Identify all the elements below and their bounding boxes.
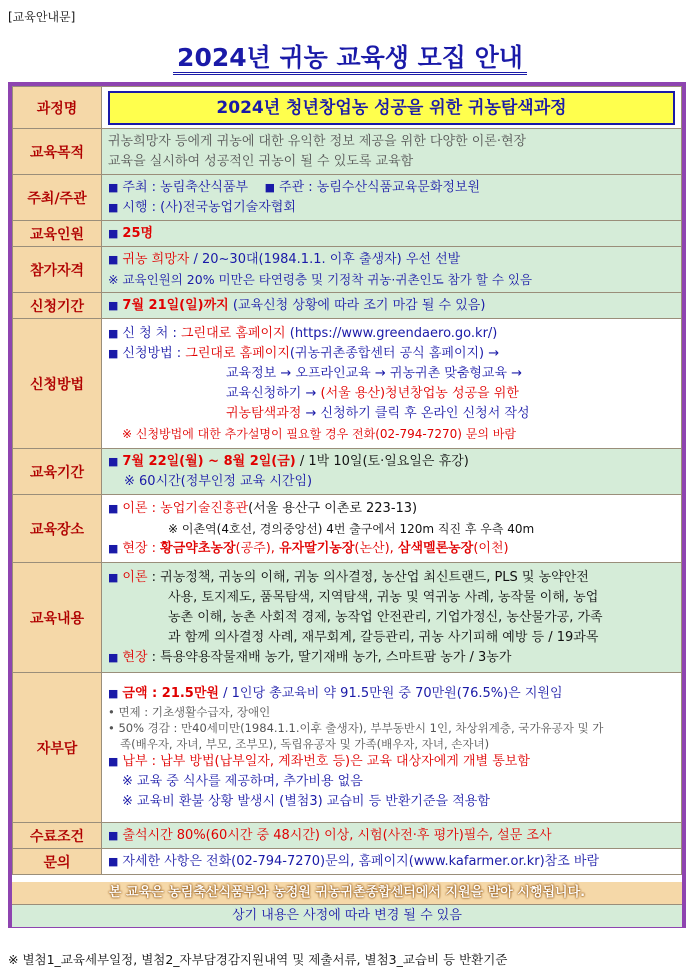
- apply-how-course: (서울 용산)청년창업농 성공을 위한: [320, 385, 519, 401]
- content-theory-line3: 농촌 이해, 농촌 사회적 경제, 농작업 안전관리, 기업가정신, 농산물가공, 가족: [168, 609, 603, 625]
- bullet-icon: ■: [108, 226, 119, 240]
- fee-discount-line2: 족(배우자, 자녀, 부모, 조부모), 독립유공자 및 가족(배우자, 자녀, 손자녀): [120, 736, 490, 751]
- place-field-farm1: 황금약초농장: [160, 540, 236, 556]
- content-theory-label: 이론: [122, 569, 148, 585]
- place-field-farm2: 유자딸기농장: [279, 540, 355, 556]
- content-theory-line1: : 귀농정책, 귀농의 이해, 귀농 의사결정, 농산업 최신트랜드, PLS 및 농약안전: [147, 569, 589, 585]
- bullet-icon: ■: [108, 180, 119, 194]
- bullet-icon: ■: [108, 541, 119, 555]
- capacity-label: 교육인원: [13, 221, 102, 247]
- eligibility-cell: [102, 247, 682, 293]
- capacity-value: 25명: [122, 225, 154, 241]
- completion-value: 출석시간 80%(60시간 중 48시간) 이상, 시험(사전·후 평가)필수, 설문 조사: [122, 827, 552, 843]
- apply-period-label: 신청기간: [13, 293, 102, 319]
- row-place: [13, 495, 682, 563]
- fee-cell: [102, 673, 682, 823]
- bullet-icon: ■: [108, 754, 119, 768]
- bullet-icon: ■: [108, 570, 119, 584]
- apply-how-step4: → 신청하기 클릭 후 온라인 신청서 작성: [301, 405, 530, 421]
- capacity-cell: [102, 221, 682, 247]
- place-field-loc1: (공주),: [235, 540, 280, 556]
- change-note: 상기 내용은 사정에 따라 변경 될 수 있음: [12, 904, 682, 927]
- place-theory-address: (서울 용산구 이촌로 223-13): [248, 500, 418, 516]
- fee-amount: 금액 : 21.5만원: [122, 685, 219, 701]
- row-course: [13, 87, 682, 129]
- bullet-icon: ■: [108, 252, 119, 266]
- row-eligibility: [13, 247, 682, 293]
- bullet-icon: ■: [108, 326, 119, 340]
- bullet-icon: ■: [108, 346, 119, 360]
- row-content: [13, 563, 682, 673]
- row-inquiry: [13, 849, 682, 875]
- apply-deadline: 7월 21일(일)까지: [122, 297, 229, 313]
- apply-how-label: 신청방법 :: [122, 345, 186, 361]
- support-note: 본 교육은 농림축산식품부와 농정원 귀농귀촌종합센터에서 지원을 받아 시행됩니다.: [12, 882, 682, 904]
- course-label: 과정명: [13, 87, 102, 129]
- apply-where-url[interactable]: (https://www.greendaero.go.kr/): [285, 325, 498, 341]
- purpose-line1: 귀농희망자 등에게 귀농에 대한 유익한 정보 제공을 위한 다양한 이론·현장: [108, 133, 527, 149]
- eligibility-label: 참가자격: [13, 247, 102, 293]
- bullet-icon: ■: [108, 828, 119, 842]
- place-theory-venue: 농업기술진흥관: [160, 500, 249, 516]
- inquiry-value: 자세한 사항은 전화(02-794-7270)문의, 홈페이지(www.kafarmer.or.kr)참조 바람: [122, 853, 600, 869]
- fee-meal-note: ※ 교육 중 식사를 제공하며, 추가비용 없음: [122, 773, 363, 789]
- bullet-icon: ■: [264, 180, 276, 194]
- content-theory-line4: 과 함께 의사결정 사례, 재무회계, 갈등관리, 귀농 사기피해 예방 등 / 19과목: [168, 629, 599, 645]
- eligibility-note: ※ 교육인원의 20% 미만은 타연령층 및 기정착 귀농·귀촌인도 참가 할 수 있음: [108, 271, 533, 287]
- info-table: [12, 86, 682, 875]
- bullet-icon: ■: [108, 454, 119, 468]
- bullet-icon: ■: [108, 200, 119, 214]
- bullet-icon: ■: [108, 501, 119, 515]
- host-organizer: 주관 : 농림수산식품교육문화정보원: [279, 179, 481, 195]
- content-theory-line2: 사용, 토지제도, 품목탐색, 지역탐색, 귀농 및 역귀농 사례, 농작물 이해, 농업: [168, 589, 599, 605]
- fee-refund-note: ※ 교육비 환불 상황 발생시 (별첨3) 교습비 등 반환기준을 적용함: [122, 793, 490, 809]
- completion-label: 수료조건: [13, 823, 102, 849]
- apply-deadline-note: (교육신청 상황에 따라 조기 마감 될 수 있음): [228, 297, 486, 313]
- info-table-frame: [8, 82, 686, 928]
- inquiry-cell: [102, 849, 682, 875]
- eligibility-target: 귀농 희망자: [122, 251, 190, 267]
- page-title-text: 2024년 귀농 교육생 모집 안내: [173, 43, 527, 75]
- course-value: 2024년 청년창업농 성공을 위한 귀농탐색과정: [108, 91, 675, 125]
- purpose-cell: [102, 129, 682, 175]
- fee-payment: 납부 : 납부 방법(납부일자, 계좌번호 등)은 교육 대상자에게 개별 통보함: [122, 753, 530, 769]
- bullet-icon: ■: [108, 686, 119, 700]
- row-purpose: [13, 129, 682, 175]
- row-completion: [13, 823, 682, 849]
- place-theory-label: 이론 :: [122, 500, 161, 516]
- apply-method-note: ※ 신청방법에 대한 추가설명이 필요할 경우 전화(02-794-7270) 문의 바람: [122, 426, 516, 441]
- purpose-label: 교육목적: [13, 129, 102, 175]
- row-capacity: [13, 221, 682, 247]
- apply-method-label: 신청방법: [13, 319, 102, 449]
- fee-label: 자부담: [13, 673, 102, 823]
- fee-discount-line1: • 50% 경감 : 만40세미만(1984.1.1.이후 출생자), 부부동반시 1인, 차상위계층, 국가유공자 및 가: [108, 720, 604, 735]
- course-cell: [102, 87, 682, 129]
- apply-method-cell: [102, 319, 682, 449]
- apply-where-site: 그린대로 홈페이지: [181, 325, 286, 341]
- inquiry-label: 문의: [13, 849, 102, 875]
- host-cell: [102, 175, 682, 221]
- row-fee: [13, 673, 682, 823]
- content-cell: [102, 563, 682, 673]
- period-dates: 7월 22일(월) ~ 8월 2일(금): [122, 453, 296, 469]
- row-apply-period: [13, 293, 682, 319]
- content-field-text: : 특용약용작물재배 농가, 딸기재배 농가, 스마트팜 농가 / 3농가: [147, 649, 512, 665]
- host-exec: 시행 : (사)전국농업기술자협회: [122, 199, 296, 215]
- apply-how-center: (귀농귀촌종합센터 공식 홈페이지) →: [289, 345, 500, 361]
- apply-how-step2: 교육정보 → 오프라인교육 → 귀농귀촌 맞춤형교육 →: [226, 365, 523, 381]
- row-host: [13, 175, 682, 221]
- bullet-icon: ■: [108, 298, 119, 312]
- fee-exemption: • 면제 : 기초생활수급자, 장애인: [108, 704, 271, 719]
- apply-period-cell: [102, 293, 682, 319]
- place-field-loc2: (논산),: [354, 540, 398, 556]
- apply-how-step3: 교육신청하기 →: [226, 385, 321, 401]
- eligibility-age: / 20~30대(1984.1.1. 이후 출생자) 우선 선발: [189, 251, 461, 267]
- host-label: 주최/주관: [13, 175, 102, 221]
- apply-where-label: 신 청 처 :: [122, 325, 181, 341]
- bullet-icon: ■: [108, 650, 119, 664]
- row-apply-method: [13, 319, 682, 449]
- place-label: 교육장소: [13, 495, 102, 563]
- purpose-line2: 교육을 실시하여 성공적인 귀농이 될 수 있도록 교육함: [108, 153, 414, 169]
- fee-amount-note: / 1인당 총교육비 약 91.5만원 중 70만원(76.5%)은 지원임: [218, 685, 563, 701]
- content-field-label: 현장: [122, 649, 148, 665]
- place-field-loc3: (이천): [473, 540, 509, 556]
- place-cell: [102, 495, 682, 563]
- row-period: [13, 449, 682, 495]
- period-duration: / 1박 10일(토·일요일은 휴강): [295, 453, 469, 469]
- attachments-note: ※ 별첨1_교육세부일정, 별첨2_자부담경감지원내역 및 제출서류, 별첨3_교습비 등 반환기준: [8, 952, 508, 967]
- place-field-farm3: 삼색멜론농장: [397, 540, 474, 556]
- period-cell: [102, 449, 682, 495]
- period-hours: ※ 60시간(정부인정 교육 시간임): [124, 473, 313, 489]
- place-field-label: 현장 :: [122, 540, 161, 556]
- page-title: [0, 38, 700, 74]
- place-subway: ※ 이촌역(4호선, 경의중앙선) 4번 출구에서 120m 직진 후 우측 40m: [168, 521, 535, 536]
- content-label: 교육내용: [13, 563, 102, 673]
- host-host: 주최 : 농림축산식품부: [122, 179, 249, 195]
- completion-cell: [102, 823, 682, 849]
- apply-how-course-end: 귀농탐색과정: [226, 405, 302, 421]
- apply-how-site: 그린대로 홈페이지: [185, 345, 290, 361]
- bullet-icon: ■: [108, 854, 119, 868]
- document-tag: [교육안내문]: [8, 10, 76, 24]
- period-label: 교육기간: [13, 449, 102, 495]
